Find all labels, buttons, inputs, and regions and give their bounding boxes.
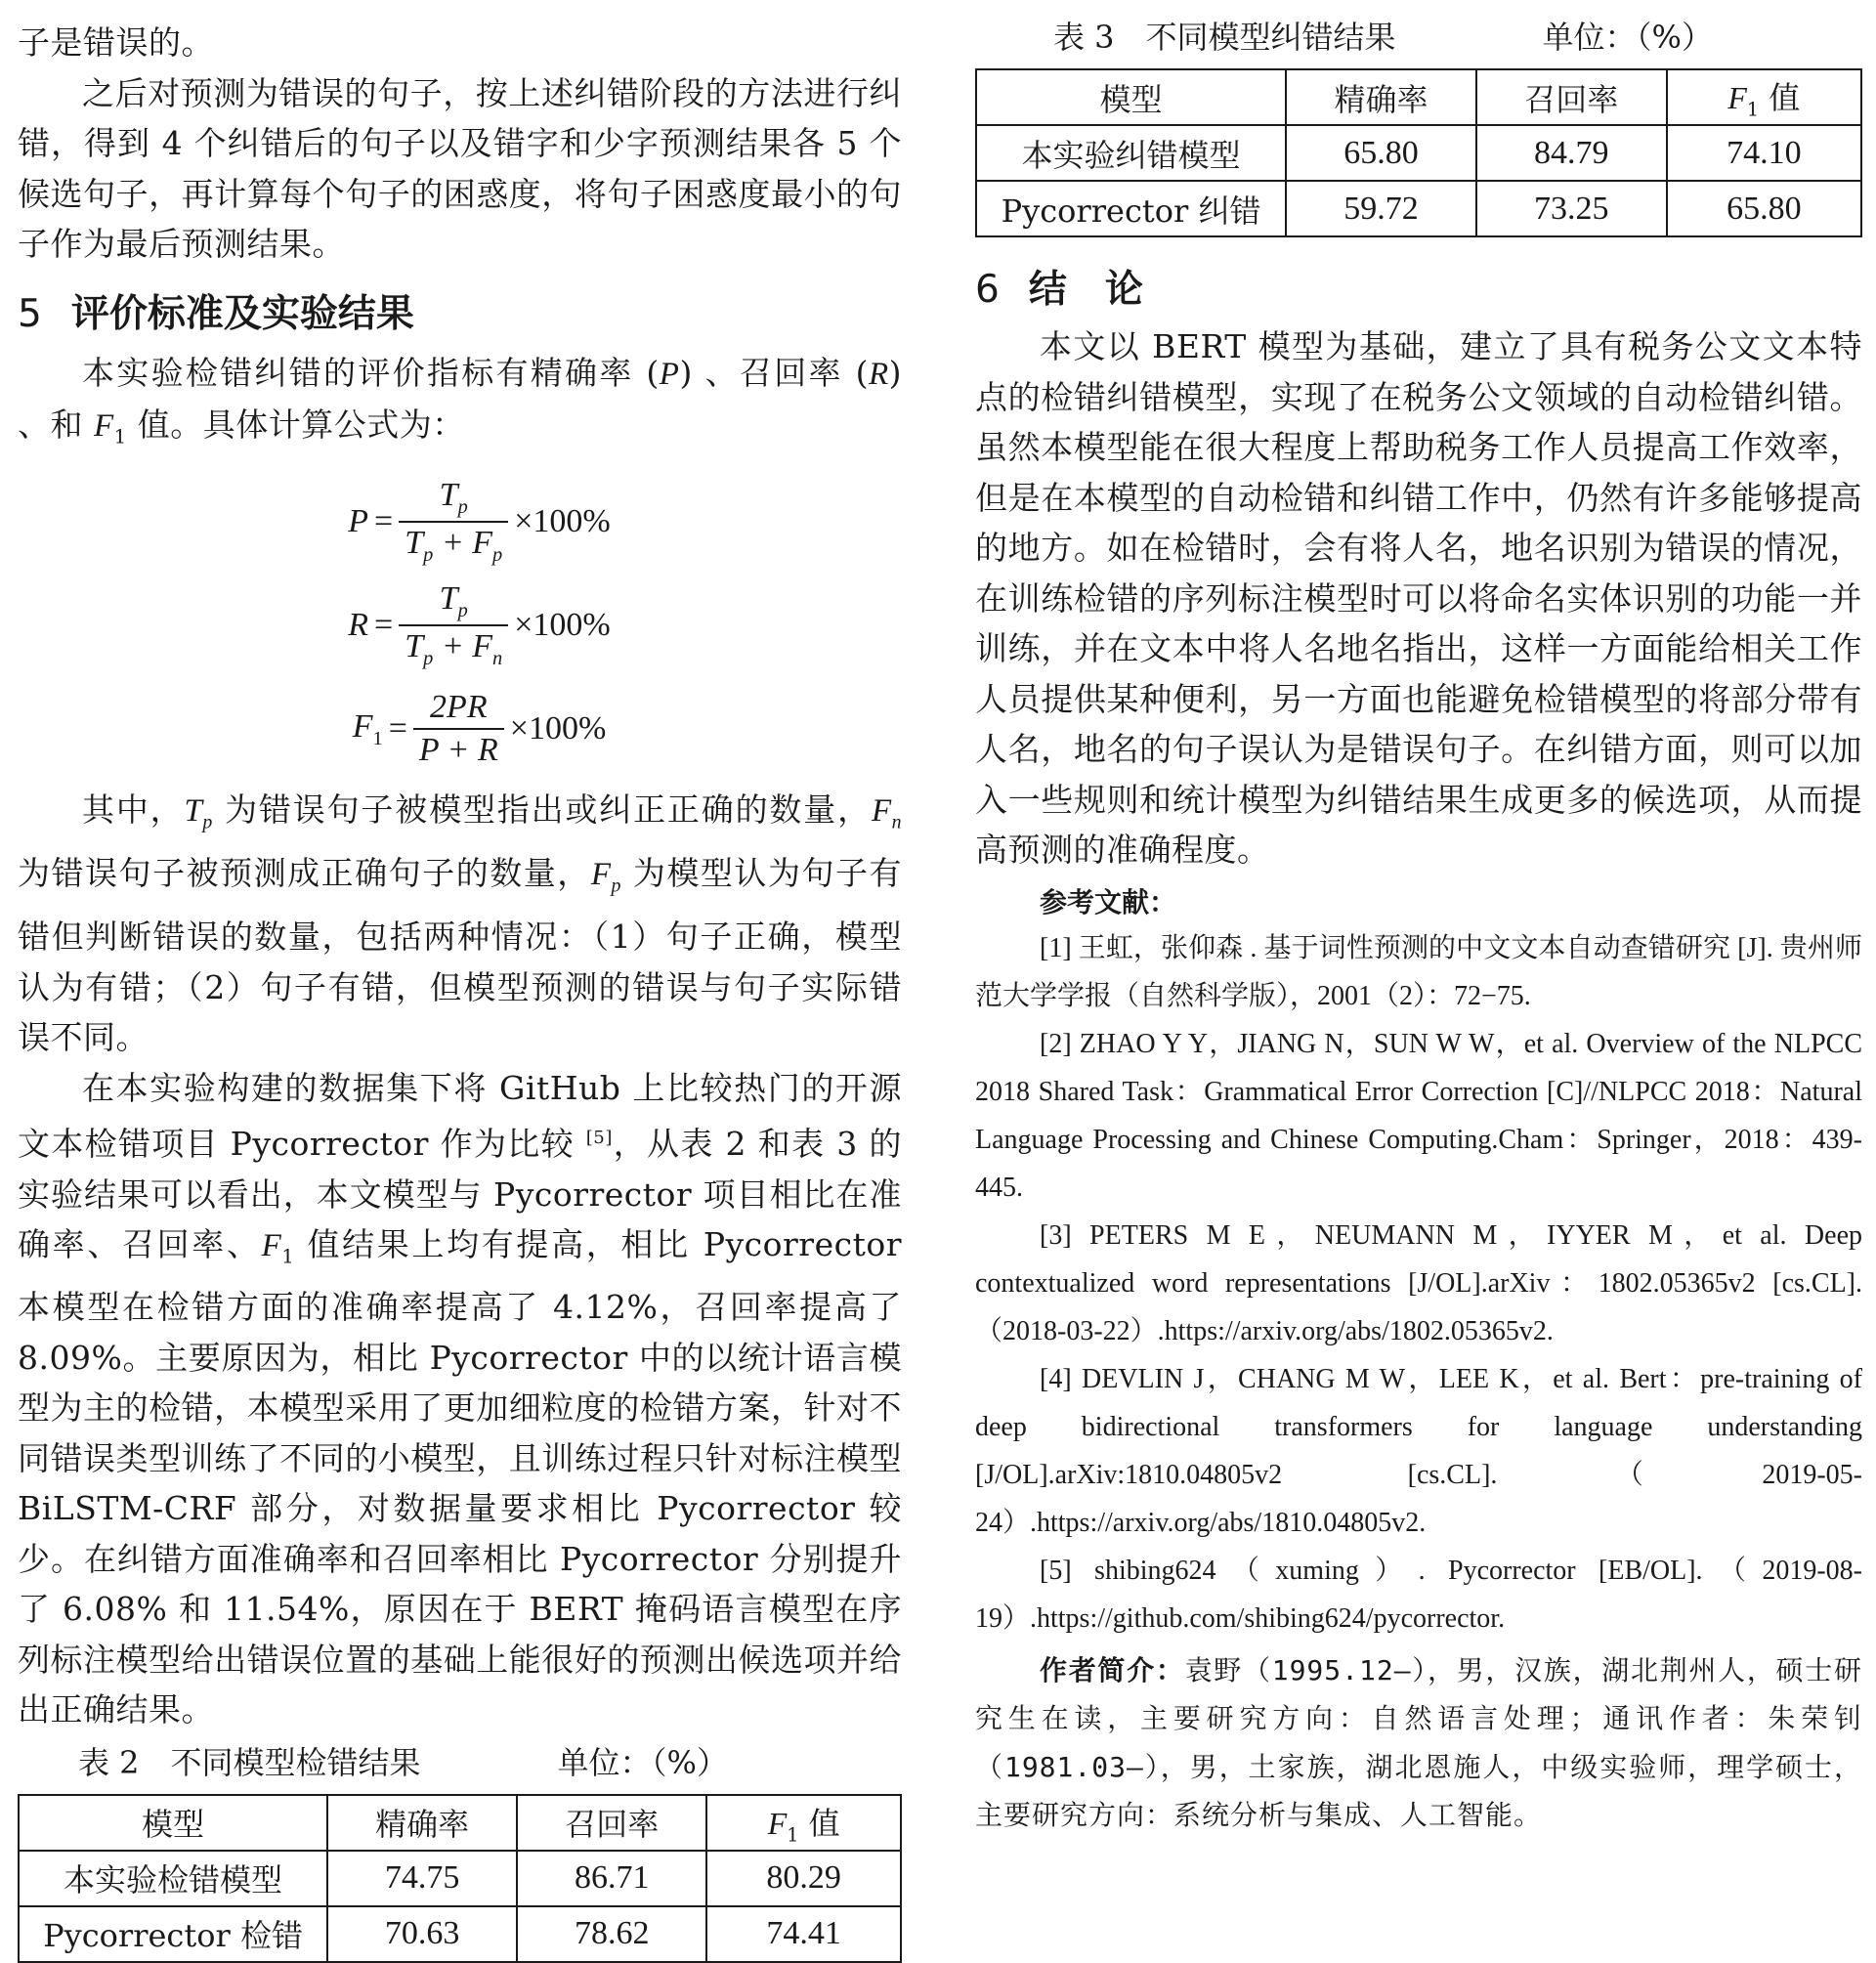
reference-item: [5] shibing624（xuming）. Pycorrector [EB/OL].（2019-08-19）.https://github.com/shibing624/pycorrector. — [975, 1555, 1862, 1634]
table-2 — [18, 1794, 902, 1963]
section-6-number: 6 — [975, 268, 1000, 312]
reference-item: [4] DEVLIN J，CHANG M W，LEE K，et al. Bert：pre-training of deep bidirectional transformers for language understanding [J/OL].arXiv:1810.04805v2 [cs.CL].（2019-05-24）.https://arxiv.org/abs/1810.04805v2. — [975, 1363, 1862, 1538]
section-5-number: 5 — [18, 291, 42, 336]
section-6-heading — [975, 259, 1862, 314]
paragraph-prediction: 之后对预测为错误的句子，按上述纠错阶段的方法进行纠错，得到 4 个纠错后的句子以及错字和少字预测结果各 5 个候选句子，再计算每个句子的困惑度，将句子困惑度最小的句子作为最后预测结果。 — [18, 73, 902, 263]
author-bio-label: 作者简介： — [1040, 1653, 1185, 1686]
section-6-title: 结 论 — [1028, 268, 1143, 312]
formula-recall: R = $\frac{T_p}{T_p + F_n}$ ×100% — [348, 580, 611, 669]
table-header-row: 模型 精确率 召回率 $F_1$ 值 — [19, 1795, 901, 1851]
formula-block — [18, 470, 902, 781]
section-5-title: 评价标准及实验结果 — [70, 291, 414, 336]
left-column — [18, 18, 902, 1963]
author-bio — [975, 1646, 1862, 1840]
references-heading: 参考文献： — [1040, 885, 1177, 918]
table-row: Pycorrector 检错 70.63 78.62 74.41 — [19, 1906, 901, 1962]
paragraph-metrics-intro: 本实验检错纠错的评价指标有精确率 (P) 、召回率 (R) 、和 $F_1$ 值。具体计算公式为： — [18, 353, 902, 448]
paragraph-conclusion: 本文以 BERT 模型为基础，建立了具有税务公文文本特点的检错纠错模型，实现了在税务公文领域的自动检错纠错。虽然本模型能在很大程度上帮助税务工作人员提高工作效率，但是在本模型的自动检错和纠错工作中，仍然有许多能够提高的地方。如在检错时，会有将人名，地名识别为错误的情况，在训练检错的序列标注模型时可以将命名实体识别的功能一并训练，并在文本中将人名地名指出，这样一方面能给相关工作人员提供某种便利，另一方面也能避免检错模型的将部分带有人名，地名的句子误认为是错误句子。在纠错方面，则可以加入一些规则和统计模型为纠错结果生成更多的候选项，从而提高预测的准确程度。 — [975, 327, 1862, 869]
right-column — [975, 18, 1862, 1840]
table-header-row: 模型 精确率 召回率 $F_1$ 值 — [976, 69, 1861, 125]
reference-item: [3] PETERS M E，NEUMANN M，IYYER M，et al. Deep contextualized word representations [J/OL].arXiv：1802.05365v2 [cs.CL].（2018-03-22）.https://arxiv.org/abs/1802.05365v2. — [975, 1219, 1862, 1346]
paragraph-continuation: 子是错误的。 — [18, 23, 214, 62]
formula-precision: P = $\frac{T_p}{T_p + F_p}$ ×100% — [348, 477, 611, 566]
author-bio-text: 袁野（1995.12—），男，汉族，湖北荆州人，硕士研究生在读，主要研究方向：自然语言处理；通讯作者：朱荣钊（1981.03—），男，土家族，湖北恩施人，中级实验师，理学硕士，主要研究方向：系统分析与集成、人工智能。 — [975, 1653, 1862, 1831]
table-2-caption: 表 2 不同模型检错结果 单位：（%） — [78, 1743, 728, 1781]
table-row: Pycorrector 纠错 59.72 73.25 65.80 — [976, 181, 1861, 236]
table-row: 本实验检错模型 74.75 86.71 80.29 — [19, 1851, 901, 1906]
table-row: 本实验纠错模型 65.80 84.79 74.10 — [976, 125, 1861, 181]
section-5-heading — [18, 283, 902, 338]
paragraph-definitions: 其中，$T_p$ 为错误句子被模型指出或纠正正确的数量，$F_n$ 为错误句子被预测成正确句子的数量，$F_p$ 为模型认为句子有错但判断错误的数量，包括两种情况：（1）句子正确，模型认为有错；（2）句子有错，但模型预测的错误与句子实际错误不同。 — [18, 790, 903, 1057]
table-3 — [975, 68, 1862, 237]
formula-f1: $F_1$ = $\frac{2PR}{P + R}$ ×100% — [352, 689, 607, 769]
reference-item: [2] ZHAO Y Y，JIANG N，SUN W W，et al. Overview of the NLPCC 2018 Shared Task：Grammatical Error Correction [C]//NLPCC 2018：Natural Language Processing and Chinese Computing.Cham：Springer，2018：439-445. — [975, 1028, 1862, 1203]
table-3-caption: 表 3 不同模型纠错结果 单位：（%） — [1053, 19, 1713, 56]
paragraph-comparison: 在本实验构建的数据集下将 GitHub 上比较热门的开源文本检错项目 Pycorrector 作为比较 [5]，从表 2 和表 3 的实验结果可以看出，本文模型与 Pycorrector 项目相比在准确率、召回率、$F_1$ 值结果上均有提高，相比 Pycorrector 本模型在检错方面的准确率提高了 4.12%，召回率提高了 8.09%。主要原因为，相比 Pycorrector 中的以统计语言模型为主的检错，本模型采用了更加细粒度的检错方案，针对不同错误类型训练了不同的小模型，且训练过程只针对标注模型 BiLSTM-CRF 部分，对数据量要求相比 Pycorrector 较少。在纠错方面准确率和召回率相比 Pycorrector 分别提升了 6.08% 和 11.54%，原因在于 BERT 掩码语言模型在序列标注模型给出错误位置的基础上能很好的预测出候选项并给出正确结果。 — [18, 1068, 902, 1729]
reference-item: [1] 王虹，张仰森 . 基于词性预测的中文文本自动查错研究 [J]. 贵州师范大学学报（自然科学版），2001（2）：72−75. — [975, 932, 1862, 1011]
